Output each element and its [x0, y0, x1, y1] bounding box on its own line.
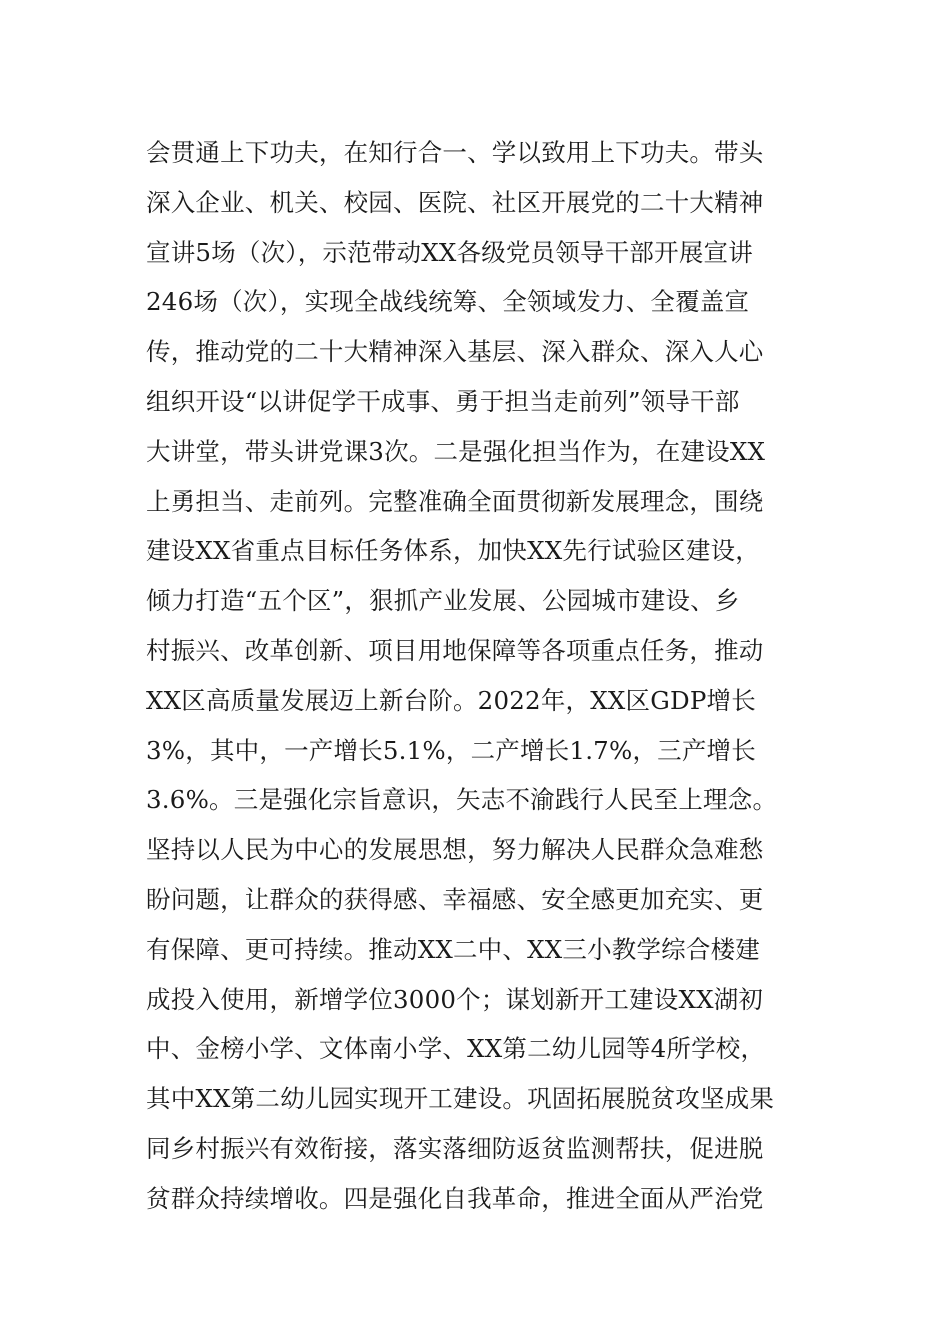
text-line: 上勇担当、走前列。完整准确全面贯彻新发展理念，围绕: [146, 486, 764, 516]
text-line: 宣讲5场（次），示范带动XX各级党员领导干部开展宣讲: [146, 237, 753, 267]
text-line: 村振兴、改革创新、项目用地保障等各项重点任务，推动: [146, 635, 764, 665]
text-line: 坚持以人民为中心的发展思想，努力解决人民群众急难愁: [146, 835, 764, 865]
text-line: 会贯通上下功夫，在知行合一、学以致用上下功夫。带头: [146, 138, 764, 167]
text-line: 中、金榜小学、文体南小学、XX第二幼儿园等4所学校，: [146, 1034, 766, 1064]
text-line: 有保障、更可持续。推动XX二中、XX三小教学综合楼建: [146, 934, 760, 964]
text-line: XX区高质量发展迈上新台阶。2022年，XX区GDP增长: [146, 685, 756, 715]
text-line: 传，推动党的二十大精神深入基层、深入群众、深入人心: [146, 337, 764, 367]
text-line: 其中XX第二幼儿园实现开工建设。巩固拓展脱贫攻坚成果: [146, 1084, 775, 1114]
text-line: 组织开设“以讲促学干成事、勇于担当走前列”领导干部: [146, 386, 740, 416]
body-text: [146, 128, 846, 1224]
text-line: 246场（次），实现全战线统筹、全领域发力、全覆盖宣: [146, 287, 750, 317]
text-line: 深入企业、机关、校园、医院、社区开展党的二十大精神: [146, 187, 764, 217]
text-line: 大讲堂，带头讲党课3次。二是强化担当作为，在建设XX: [146, 436, 766, 466]
text-line: 贫群众持续增收。四是强化自我革命，推进全面从严治党: [146, 1183, 764, 1213]
text-line: 倾力打造“五个区”，狠抓产业发展、公园城市建设、乡: [146, 586, 740, 616]
text-line: 建设XX省重点目标任务体系，加快XX先行试验区建设，: [146, 536, 760, 566]
text-line: 3.6%。三是强化宗旨意识，矢志不渝践行人民至上理念。: [146, 785, 778, 815]
text-line: 盼问题，让群众的获得感、幸福感、安全感更加充实、更: [146, 884, 764, 914]
text-line: 成投入使用，新增学位3000个；谋划新开工建设XX湖初: [146, 984, 764, 1014]
text-line: 3%，其中，一产增长5.1%，二产增长1.7%，三产增长: [146, 735, 756, 765]
text-line: 同乡村振兴有效衔接，落实落细防返贫监测帮扶，促进脱: [146, 1133, 764, 1163]
